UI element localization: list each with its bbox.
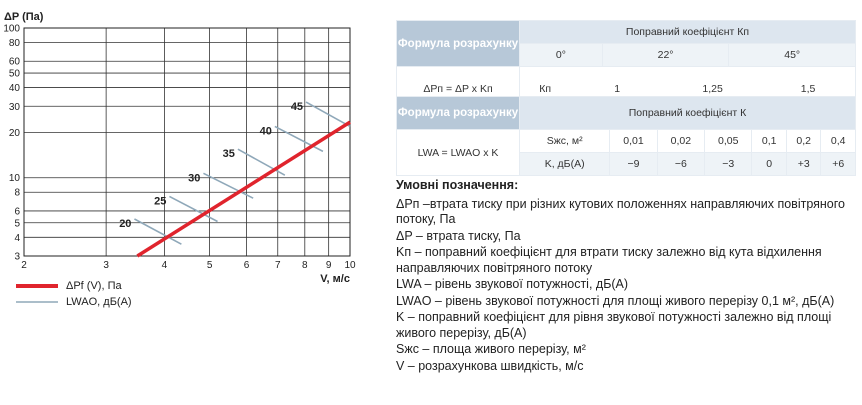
- note-item: LWA – рівень звукової потужності, дБ(A): [396, 277, 629, 291]
- x-tick-label: 5: [206, 260, 213, 271]
- lwao-label-35: 35: [222, 148, 235, 161]
- note-item: ΔP – втрата тиску, Па: [396, 228, 521, 243]
- s-value-2: 0,02: [657, 130, 704, 153]
- y-tick-label: 20: [8, 128, 20, 140]
- k-value-2: −6: [657, 153, 704, 176]
- k-value-4: 0: [752, 153, 787, 176]
- lwao-label-25: 25: [154, 195, 167, 208]
- y-tick-label: 30: [8, 101, 20, 113]
- legend-item-lwao: [16, 296, 132, 308]
- k-label: K, дБ(A): [520, 153, 610, 176]
- y-tick-label: 3: [14, 251, 20, 263]
- legend-label-pressure: ΔPf (V), Па: [66, 280, 122, 292]
- kp-value-0: 1: [570, 77, 664, 101]
- note-item: LWAO – рівень звукової потужності для площі живого перерізу 0,1 м², дБ(A): [396, 293, 835, 308]
- formula-1: ΔPп = ΔP x Kп: [397, 67, 520, 112]
- note-item: Sжс – площа живого перерізу, м²: [396, 342, 586, 356]
- legend-swatch-blue: [16, 299, 58, 305]
- legend-label-lwao: LWAO, дБ(A): [66, 296, 132, 308]
- plot-frame: [24, 28, 350, 256]
- y-tick-label: 100: [3, 23, 20, 35]
- k-value-1: −9: [610, 153, 657, 176]
- s-label: Sжс, м²: [520, 130, 610, 153]
- x-tick-label: 7: [274, 260, 281, 271]
- y-axis-label: ΔP (Па): [4, 11, 44, 23]
- angle-0: 0°: [520, 44, 603, 67]
- k-value-6: +6: [821, 153, 856, 176]
- lwao-line-45: [306, 102, 350, 126]
- x-tick-label: 4: [161, 260, 168, 271]
- k-value-5: +3: [786, 153, 821, 176]
- s-value-6: 0,4: [821, 130, 856, 153]
- s-value-3: 0,05: [705, 130, 752, 153]
- y-tick-label: 80: [8, 38, 20, 50]
- lwao-label-45: 45: [290, 101, 304, 114]
- k-value-3: −3: [705, 153, 752, 176]
- y-tick-label: 40: [8, 83, 20, 95]
- note-item: ΔPп –втрата тиску при різних кутових положеннях направляючих повітряного потоку, Па: [396, 196, 845, 226]
- s-value-5: 0,2: [786, 130, 821, 153]
- y-tick-label: 6: [14, 206, 20, 218]
- s-value-4: 0,1: [752, 130, 787, 153]
- formula-header-2: Формула розрахунку: [397, 97, 520, 130]
- s-value-1: 0,01: [610, 130, 657, 153]
- legend-swatch-red: [16, 283, 58, 289]
- note-item: K – поправний коефіцієнт для рівня звукової потужності залежно від площі живого перерізу, дБ(A): [396, 310, 832, 340]
- formula-header-1: Формула розрахунку: [397, 21, 520, 67]
- legend-notes: [396, 178, 856, 375]
- y-tick-label: 60: [8, 56, 20, 68]
- angle-22: 22°: [602, 44, 729, 67]
- note-item: Kп – поправний коефіцієнт для втрати тиску залежно від кута відхилення направляючих повітряного потоку: [396, 245, 822, 275]
- table1-title: Поправний коефіцієнт Кп: [520, 21, 856, 44]
- x-tick-label: 6: [243, 260, 250, 271]
- x-tick-label: 2: [21, 260, 27, 271]
- x-tick-label: 10: [344, 260, 356, 271]
- y-tick-label: 8: [14, 187, 20, 199]
- note-item: V – розрахункова швидкість, м/с: [396, 358, 584, 373]
- y-tick-label: 4: [14, 232, 20, 244]
- y-tick-label: 50: [8, 68, 20, 80]
- x-tick-label: 8: [302, 260, 308, 271]
- y-tick-label: 10: [8, 173, 20, 185]
- lwao-label-20: 20: [119, 217, 132, 230]
- notes-title: Умовні позначення:: [396, 178, 519, 192]
- lwao-line-40: [275, 126, 323, 151]
- legend-item-pressure: [16, 280, 122, 292]
- pressure-loss-line: [137, 122, 350, 256]
- kp-value-45: 1,5: [761, 77, 855, 101]
- x-tick-label: 3: [103, 260, 109, 271]
- kp-label: Кп: [520, 77, 570, 101]
- correction-table-k: [396, 96, 856, 176]
- kp-value-22: 1,25: [664, 77, 761, 101]
- x-tick-label: 9: [325, 260, 332, 271]
- formula-2: LWA = LWAO x K: [397, 130, 520, 176]
- angle-45: 45°: [729, 44, 856, 67]
- table2-title: Поправний коефіцієнт К: [520, 97, 856, 130]
- x-axis-label: V, м/с: [320, 273, 350, 285]
- y-tick-label: 5: [14, 218, 20, 230]
- lwao-label-30: 30: [188, 172, 201, 185]
- lwao-label-40: 40: [259, 125, 272, 138]
